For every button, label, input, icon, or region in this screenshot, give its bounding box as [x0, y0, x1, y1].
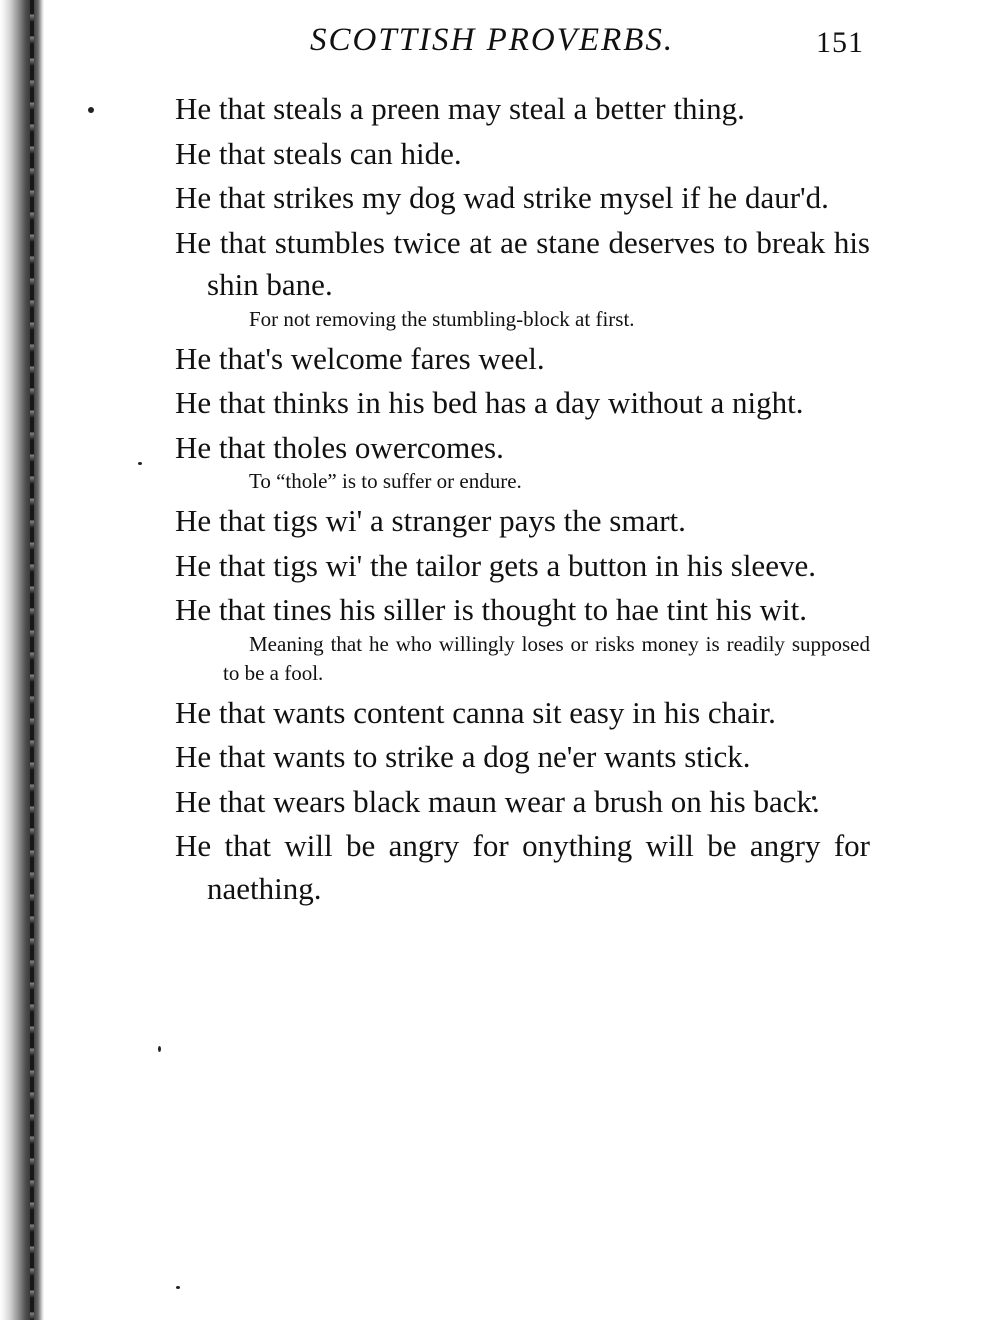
proverb-entry — [175, 545, 870, 588]
proverb-entry — [175, 692, 870, 735]
ink-speck — [176, 1286, 180, 1289]
proverb-entry — [175, 500, 870, 543]
proverb-entry — [175, 736, 870, 779]
proverb-entry — [175, 222, 870, 334]
proverb-text: He that wants to strike a dog ne'er wants stick. — [175, 739, 751, 774]
page-header — [310, 22, 870, 72]
ink-speck — [158, 1046, 161, 1052]
ink-speck — [88, 107, 94, 113]
proverb-text: He that stumbles twice at ae stane deserves to break his shin bane. — [175, 224, 870, 302]
book-binding-shadow — [0, 0, 44, 1320]
proverb-entry — [175, 177, 870, 220]
ink-speck — [138, 462, 142, 465]
proverb-entry — [175, 781, 870, 824]
proverb-text: He that tigs wi' the tailor gets a button in his sleeve. — [175, 547, 816, 583]
proverb-note: To “thole” is to suffer or endure. — [249, 469, 522, 493]
proverb-entry — [175, 133, 870, 176]
proverb-text: He that will be angry for onything will be angry for naething. — [175, 828, 870, 906]
proverb-entry — [175, 88, 870, 131]
proverb-text: He that tines his siller is thought to hae tint his wit. — [175, 592, 808, 627]
proverb-text: He that tholes owercomes. — [175, 429, 504, 465]
running-title: SCOTTISH PROVERBS. — [310, 22, 675, 58]
proverb-note: For not removing the stumbling-block at first. — [249, 306, 635, 331]
proverb-text: He that tigs wi' a stranger pays the smart. — [175, 503, 686, 538]
proverb-note: Meaning that he who willingly loses or risks money is readily supposed to be a fool. — [223, 631, 870, 685]
proverb-text: He that steals a preen may steal a better thing. — [175, 91, 745, 126]
page-number: 151 — [816, 26, 864, 59]
proverb-text: He that's welcome fares weel. — [175, 340, 545, 376]
proverb-text: He that strikes my dog wad strike mysel if he daur'd. — [175, 180, 829, 215]
proverb-text: He that wears black maun wear a brush on his back. — [175, 783, 820, 819]
proverb-text: He that wants content canna sit easy in his chair. — [175, 694, 776, 730]
proverb-entry — [175, 427, 870, 497]
proverb-entry — [175, 382, 870, 425]
proverb-text: He that steals can hide. — [175, 135, 462, 171]
proverb-entry — [175, 338, 870, 381]
proverb-list — [175, 88, 870, 912]
proverb-entry — [175, 589, 870, 688]
proverb-text: He that thinks in his bed has a day without a night. — [175, 385, 804, 420]
proverb-entry — [175, 825, 870, 910]
